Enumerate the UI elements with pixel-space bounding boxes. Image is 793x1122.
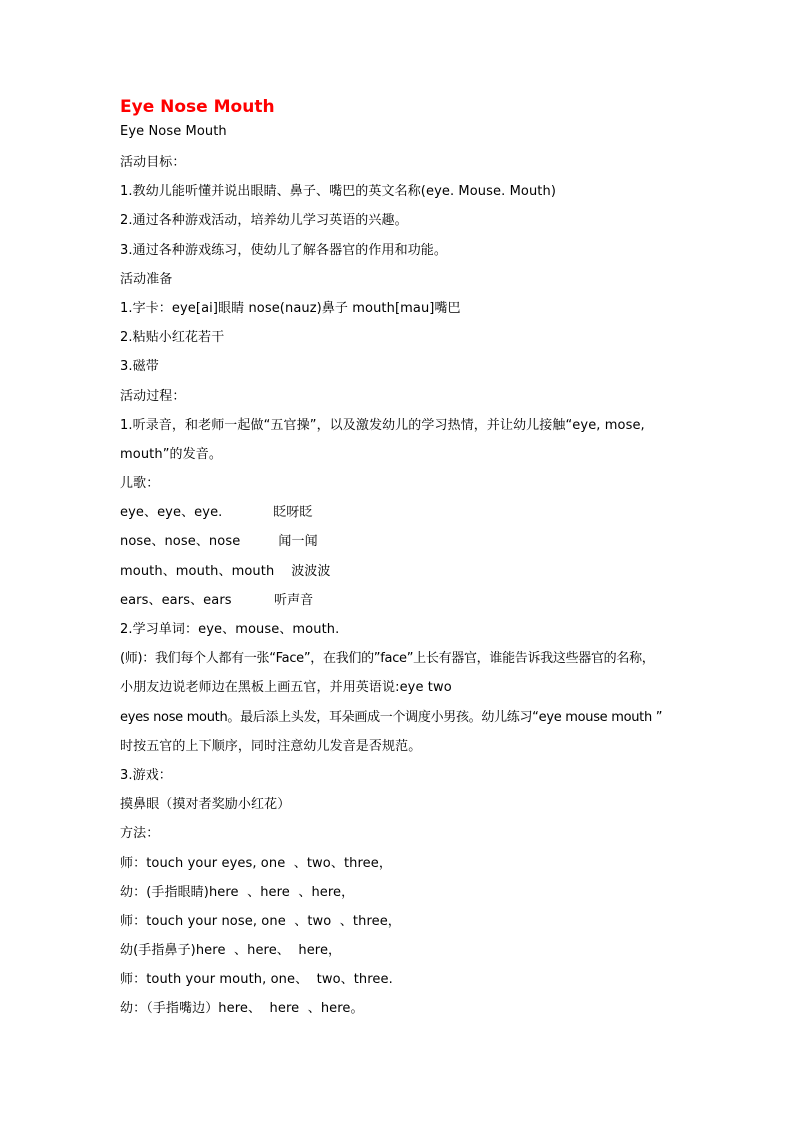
rhyme-heading: 儿歌： bbox=[120, 476, 160, 492]
section-heading-goals: 活动目标： bbox=[120, 155, 186, 170]
process-step-1-cont: mouth”的发音。 bbox=[120, 446, 222, 462]
process-step-2: 2.学习单词：eye、mouse、mouth. bbox=[120, 622, 340, 637]
paragraph-line: eyes nose mouth。最后添上头发，耳朵画成一个调度小男孩。幼儿练习“eye mouse mouth ” bbox=[120, 709, 663, 725]
game-name: 摸鼻眼（摸对者奖励小红花） bbox=[120, 797, 291, 813]
section-heading-preparation: 活动准备 bbox=[120, 271, 173, 287]
goal-2: 2.通过各种游戏活动，培养幼儿学习英语的兴趣。 bbox=[120, 213, 408, 229]
goal-1: 1.教幼儿能听懂并说出眼睛、鼻子、嘴巴的英文名称(eye. Mouse. Mouth) bbox=[120, 184, 556, 200]
dialogue-line: 师：touch your nose, one 、two 、three， bbox=[120, 913, 401, 929]
rhyme-line: eye、eye、eye. 眨呀眨 bbox=[120, 505, 313, 521]
section-heading-process: 活动过程： bbox=[120, 388, 186, 404]
dialogue-line: 师：touch your eyes, one 、two、three， bbox=[120, 855, 392, 871]
subtitle: Eye Nose Mouth bbox=[120, 124, 227, 139]
dialogue-line: 幼(手指鼻子)here 、here、 here， bbox=[120, 943, 342, 959]
process-step-3: 3.游戏： bbox=[120, 767, 172, 783]
dialogue-line: 幼：(手指眼睛)here 、here 、here， bbox=[120, 884, 355, 900]
document-page bbox=[120, 94, 680, 1024]
goal-3: 3.通过各种游戏练习，使幼儿了解各器官的作用和功能。 bbox=[120, 242, 448, 258]
method-heading: 方法： bbox=[120, 826, 160, 842]
rhyme-line: mouth、mouth、mouth 波波波 bbox=[120, 563, 331, 579]
preparation-1: 1.字卡：eye[ai]眼睛 nose(nauz)鼻子 mouth[mau]嘴巴 bbox=[120, 300, 461, 316]
preparation-2: 2.粘贴小红花若干 bbox=[120, 330, 225, 346]
rhyme-line: nose、nose、nose 闻一闻 bbox=[120, 534, 318, 550]
paragraph-line: 时按五官的上下顺序，同时注意幼儿发音是否规范。 bbox=[120, 738, 422, 754]
document-title: Eye Nose Mouth bbox=[120, 97, 275, 117]
dialogue-line: 师：touth your mouth, one、 two、three. bbox=[120, 972, 393, 988]
dialogue-line: 幼：（手指嘴边）here、 here 、here。 bbox=[120, 1001, 364, 1017]
rhyme-line: ears、ears、ears 听声音 bbox=[120, 592, 314, 608]
preparation-3: 3.磁带 bbox=[120, 359, 159, 375]
paragraph-line: (师)：我们每个人都有一张“Face”，在我们的”face”上长有器官，谁能告诉我这些器官的名称， bbox=[120, 651, 655, 667]
paragraph-line: 小朋友边说老师边在黑板上画五官，并用英语说:eye two bbox=[120, 680, 452, 696]
process-step-1: 1.听录音，和老师一起做“五官操”，以及激发幼儿的学习热情，并让幼儿接触“eye, mose, bbox=[120, 417, 645, 433]
